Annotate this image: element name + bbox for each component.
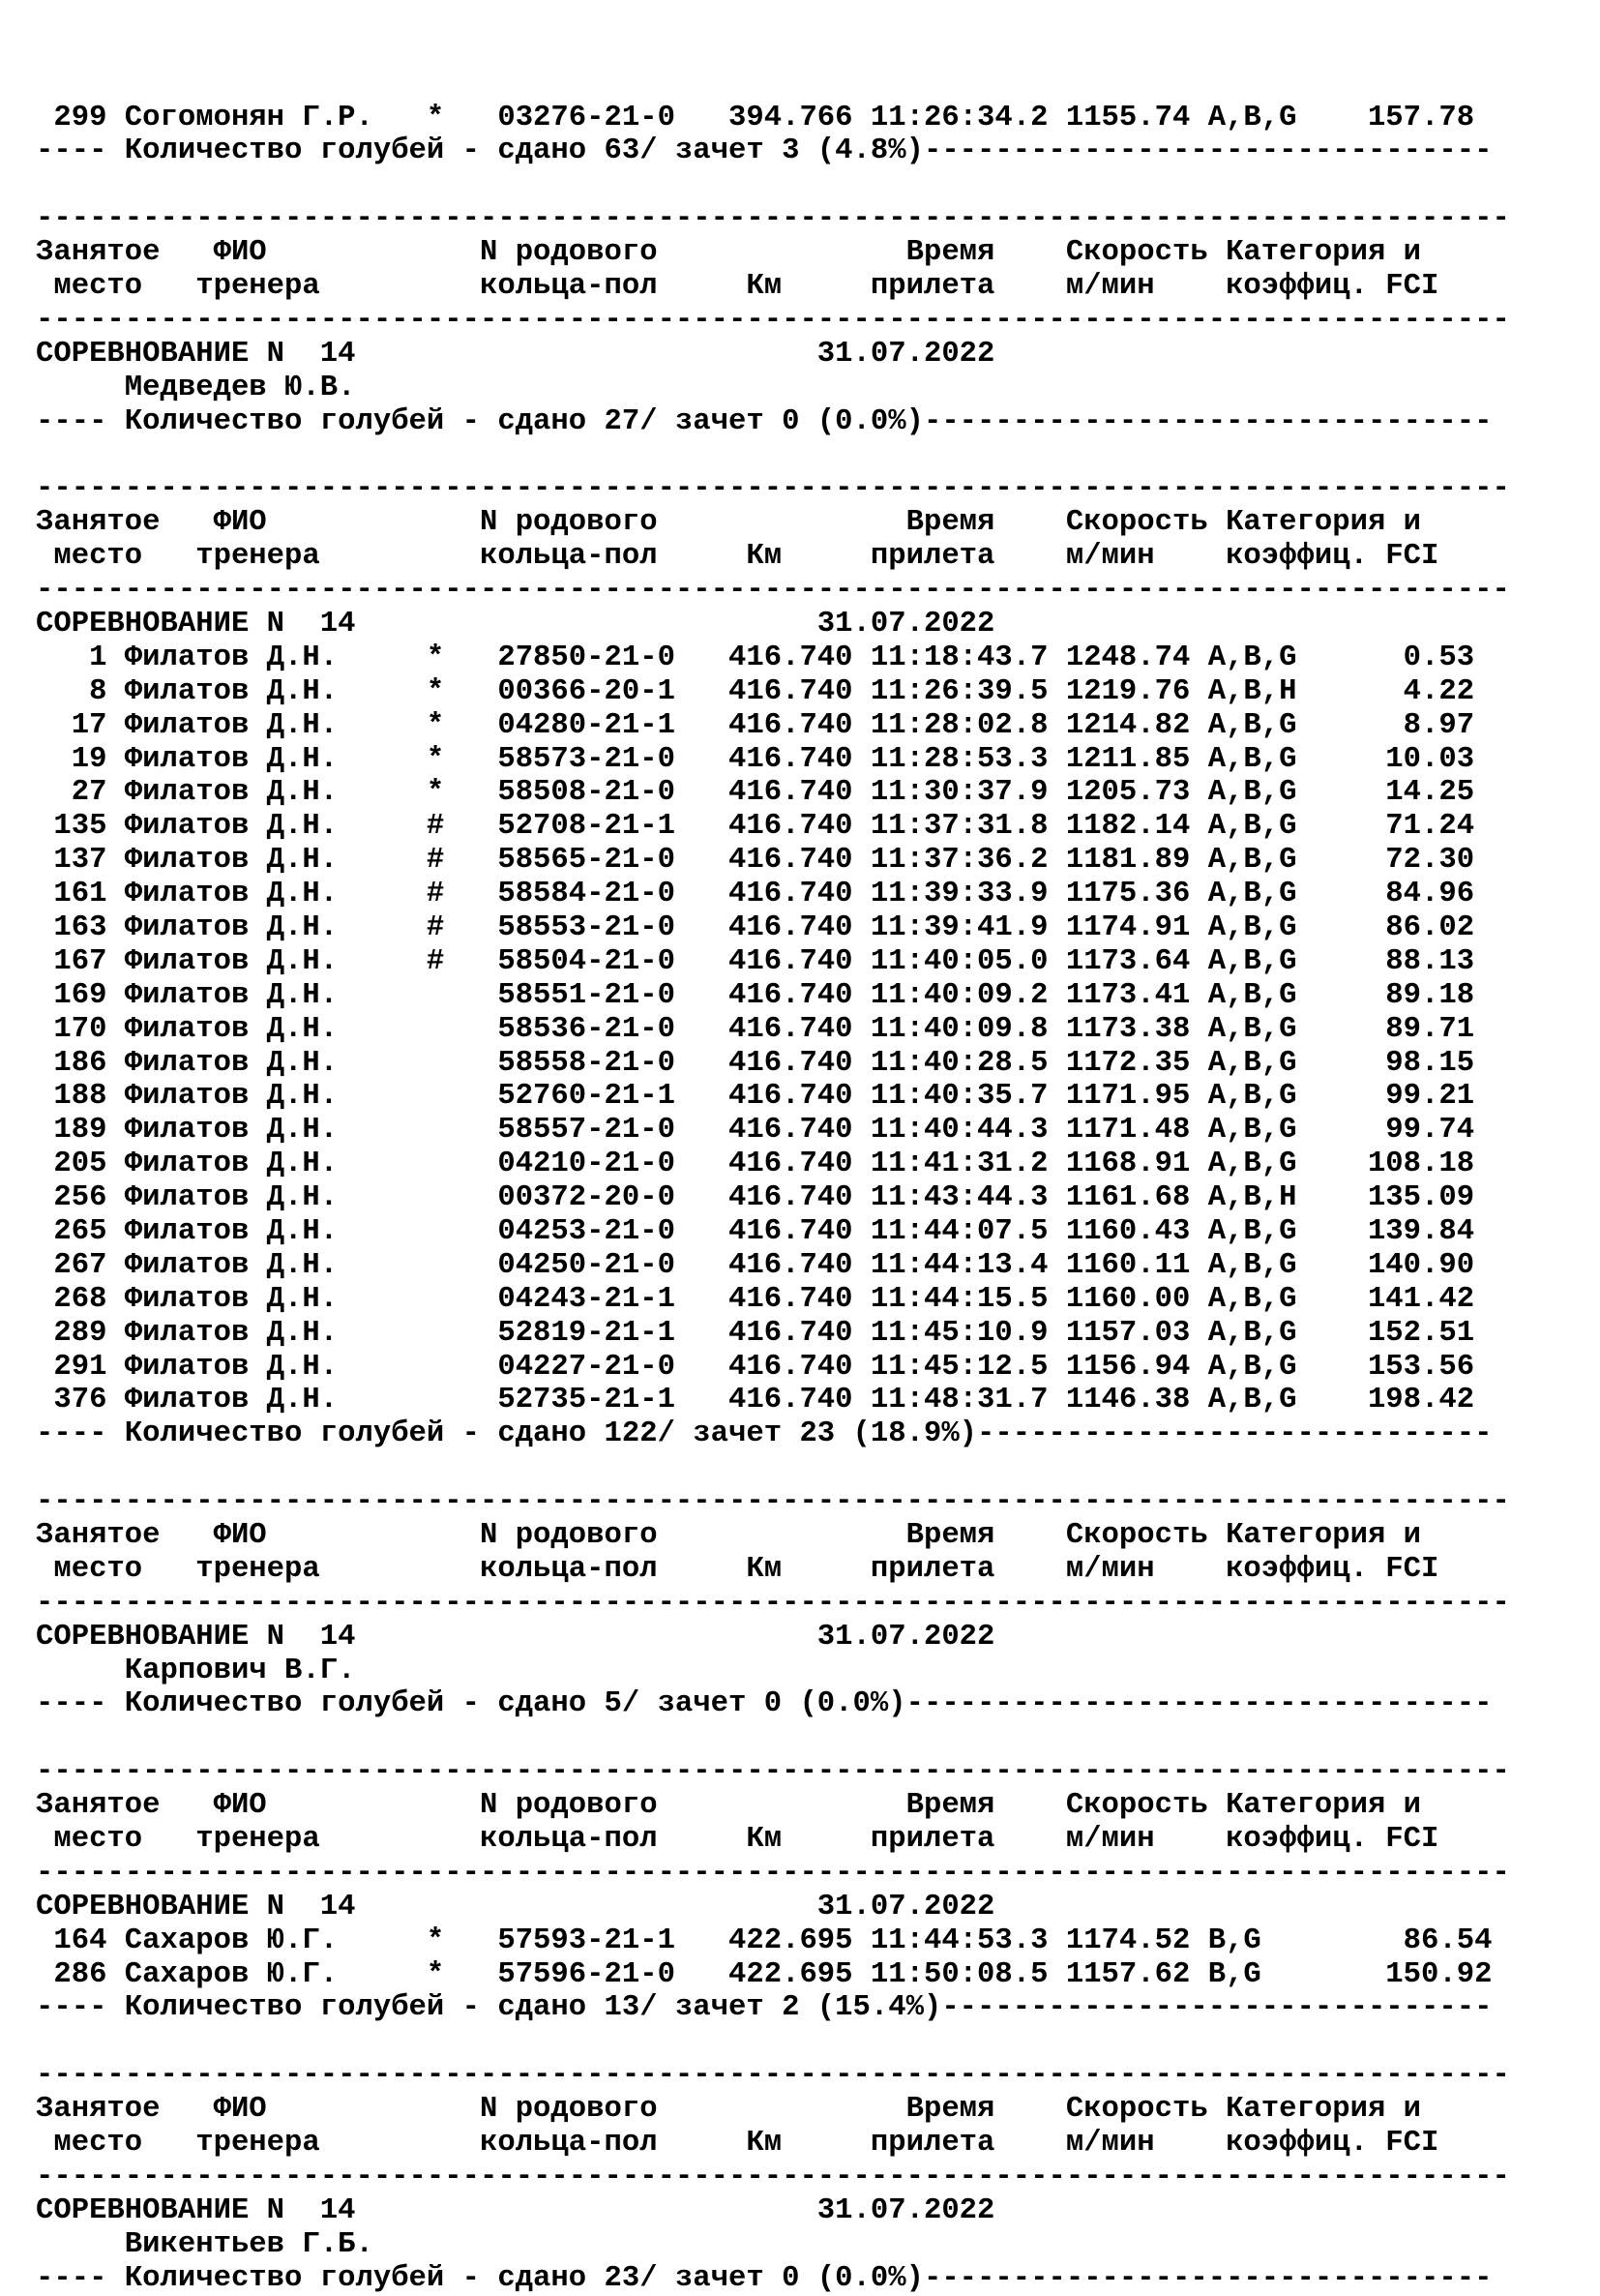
competition-header-line: СОРЕВНОВАНИЕ N 14 31.07.2022 — [36, 2193, 995, 2227]
trainer-name-line: Медведев Ю.В. — [36, 371, 356, 404]
separator-line: ----------------------------------------------------------------------------------- — [36, 1755, 1510, 1789]
result-row: 299 Согомонян Г.Р. * 03276-21-0 394.766 11:26:34.2 1155.74 A,B,G 157.78 — [36, 101, 1475, 134]
column-header-line: место тренера кольца-пол Км прилета м/мин коэффиц. FCI — [36, 540, 1439, 574]
blank-line — [36, 439, 1510, 473]
summary-line: ---- Количество голубей - сдано 5/ зачет 0 (0.0%)--------------------------------- — [36, 1687, 1493, 1721]
column-header-line: место тренера кольца-пол Км прилета м/мин коэффиц. FCI — [36, 2127, 1439, 2161]
result-row: 256 Филатов Д.Н. 00372-20-0 416.740 11:43:44.3 1161.68 A,B,H 135.09 — [36, 1181, 1475, 1215]
result-row: 170 Филатов Д.Н. 58536-21-0 416.740 11:40:09.8 1173.38 A,B,G 89.71 — [36, 1012, 1475, 1046]
column-header-line: Занятое ФИО N родового Время Скорость Категория и — [36, 2093, 1422, 2127]
result-row: 1 Филатов Д.Н. * 27850-21-0 416.740 11:18:43.7 1248.74 A,B,G 0.53 — [36, 641, 1475, 674]
result-row: 135 Филатов Д.Н. # 52708-21-1 416.740 11:37:31.8 1182.14 A,B,G 71.24 — [36, 810, 1475, 844]
competition-header-line: СОРЕВНОВАНИЕ N 14 31.07.2022 — [36, 607, 995, 641]
result-row: 188 Филатов Д.Н. 52760-21-1 416.740 11:40:35.7 1171.95 A,B,G 99.21 — [36, 1080, 1475, 1114]
result-row: 291 Филатов Д.Н. 04227-21-0 416.740 11:45:12.5 1156.94 A,B,G 153.56 — [36, 1350, 1475, 1384]
result-row: 286 Сахаров Ю.Г. * 57596-21-0 422.695 11:50:08.5 1157.62 B,G 150.92 — [36, 1957, 1493, 1991]
blank-line — [36, 1721, 1510, 1755]
separator-line: ----------------------------------------------------------------------------------- — [36, 2059, 1510, 2093]
result-row: 189 Филатов Д.Н. 58557-21-0 416.740 11:40:44.3 1171.48 A,B,G 99.74 — [36, 1114, 1475, 1148]
result-row: 137 Филатов Д.Н. # 58565-21-0 416.740 11:37:36.2 1181.89 A,B,G 72.30 — [36, 844, 1475, 878]
result-row: 163 Филатов Д.Н. # 58553-21-0 416.740 11:39:41.9 1174.91 A,B,G 86.02 — [36, 910, 1475, 944]
separator-line: ----------------------------------------------------------------------------------- — [36, 1485, 1510, 1519]
separator-line: ----------------------------------------------------------------------------------- — [36, 472, 1510, 506]
competition-header-line: СОРЕВНОВАНИЕ N 14 31.07.2022 — [36, 337, 995, 371]
blank-line — [36, 2025, 1510, 2059]
column-header-line: Занятое ФИО N родового Время Скорость Категория и — [36, 1789, 1422, 1823]
result-row: 169 Филатов Д.Н. 58551-21-0 416.740 11:40:09.2 1173.41 A,B,G 89.18 — [36, 978, 1475, 1012]
column-header-line: Занятое ФИО N родового Время Скорость Категория и — [36, 236, 1422, 270]
summary-line: ---- Количество голубей - сдано 122/ зачет 23 (18.9%)----------------------------- — [36, 1417, 1493, 1451]
result-row: 161 Филатов Д.Н. # 58584-21-0 416.740 11:39:33.9 1175.36 A,B,G 84.96 — [36, 878, 1475, 911]
summary-line: ---- Количество голубей - сдано 63/ зачет 3 (4.8%)-------------------------------- — [36, 134, 1493, 168]
result-row: 27 Филатов Д.Н. * 58508-21-0 416.740 11:30:37.9 1205.73 A,B,G 14.25 — [36, 776, 1475, 810]
column-header-line: место тренера кольца-пол Км прилета м/мин коэффиц. FCI — [36, 1552, 1439, 1586]
competition-header-line: СОРЕВНОВАНИЕ N 14 31.07.2022 — [36, 1890, 995, 1923]
result-row: 17 Филатов Д.Н. * 04280-21-1 416.740 11:28:02.8 1214.82 A,B,G 8.97 — [36, 708, 1475, 742]
result-row: 167 Филатов Д.Н. # 58504-21-0 416.740 11:40:05.0 1173.64 A,B,G 88.13 — [36, 944, 1475, 978]
separator-line: ----------------------------------------------------------------------------------- — [36, 1856, 1510, 1890]
result-row: 267 Филатов Д.Н. 04250-21-0 416.740 11:44:13.4 1160.11 A,B,G 140.90 — [36, 1248, 1475, 1282]
trainer-name-line: Викентьев Г.Б. — [36, 2227, 373, 2261]
summary-line: ---- Количество голубей - сдано 27/ зачет 0 (0.0%)-------------------------------- — [36, 404, 1493, 438]
separator-line: ----------------------------------------------------------------------------------- — [36, 1586, 1510, 1620]
competition-header-line: СОРЕВНОВАНИЕ N 14 31.07.2022 — [36, 1620, 995, 1654]
results-document — [36, 102, 1510, 2296]
result-row: 289 Филатов Д.Н. 52819-21-1 416.740 11:45:10.9 1157.03 A,B,G 152.51 — [36, 1316, 1475, 1350]
column-header-line: место тренера кольца-пол Км прилета м/мин коэффиц. FCI — [36, 1823, 1439, 1857]
column-header-line: Занятое ФИО N родового Время Скорость Категория и — [36, 1519, 1422, 1552]
result-row: 265 Филатов Д.Н. 04253-21-0 416.740 11:44:07.5 1160.43 A,B,G 139.84 — [36, 1214, 1475, 1248]
separator-line: ----------------------------------------------------------------------------------- — [36, 2160, 1510, 2193]
result-row: 268 Филатов Д.Н. 04243-21-1 416.740 11:44:15.5 1160.00 A,B,G 141.42 — [36, 1282, 1475, 1316]
result-row: 186 Филатов Д.Н. 58558-21-0 416.740 11:40:28.5 1172.35 A,B,G 98.15 — [36, 1046, 1475, 1080]
column-header-line: Занятое ФИО N родового Время Скорость Категория и — [36, 506, 1422, 540]
blank-line — [36, 1451, 1510, 1485]
summary-line: ---- Количество голубей - сдано 13/ зачет 2 (15.4%)------------------------------- — [36, 1991, 1493, 2025]
blank-line — [36, 168, 1510, 202]
column-header-line: место тренера кольца-пол Км прилета м/мин коэффиц. FCI — [36, 270, 1439, 304]
separator-line: ----------------------------------------------------------------------------------- — [36, 574, 1510, 608]
summary-line: ---- Количество голубей - сдано 23/ зачет 0 (0.0%)-------------------------------- — [36, 2261, 1493, 2295]
result-row: 8 Филатов Д.Н. * 00366-20-1 416.740 11:26:39.5 1219.76 A,B,H 4.22 — [36, 674, 1475, 708]
result-row: 376 Филатов Д.Н. 52735-21-1 416.740 11:48:31.7 1146.38 A,B,G 198.42 — [36, 1384, 1475, 1417]
result-row: 19 Филатов Д.Н. * 58573-21-0 416.740 11:28:53.3 1211.85 A,B,G 10.03 — [36, 742, 1475, 776]
result-row: 205 Филатов Д.Н. 04210-21-0 416.740 11:41:31.2 1168.91 A,B,G 108.18 — [36, 1148, 1475, 1181]
separator-line: ----------------------------------------------------------------------------------- — [36, 303, 1510, 337]
result-row: 164 Сахаров Ю.Г. * 57593-21-1 422.695 11:44:53.3 1174.52 B,G 86.54 — [36, 1923, 1493, 1957]
separator-line: ----------------------------------------------------------------------------------- — [36, 202, 1510, 236]
trainer-name-line: Карпович В.Г. — [36, 1654, 356, 1687]
